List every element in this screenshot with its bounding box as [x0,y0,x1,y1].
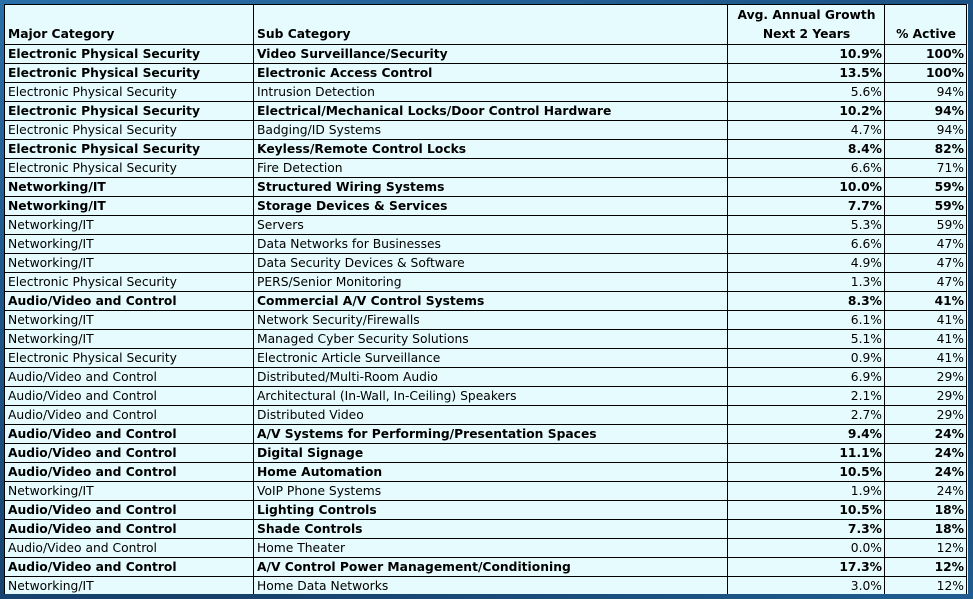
avg-growth-cell: 1.9% [728,482,885,501]
percent-active-cell: 24% [885,463,967,482]
table-row [5,368,967,387]
major-category-cell: Audio/Video and Control [5,558,254,577]
major-category-cell: Audio/Video and Control [5,539,254,558]
avg-growth-cell: 3.0% [728,577,885,595]
sub-category-cell: Electrical/Mechanical Locks/Door Control Hardware [254,102,728,121]
header-avg-growth-line2: Next 2 Years [762,27,851,41]
table-row [5,425,967,444]
sub-category-cell: Distributed Video [254,406,728,425]
sub-category-cell: Lighting Controls [254,501,728,520]
avg-growth-cell: 1.3% [728,273,885,292]
sub-category-cell: Network Security/Firewalls [254,311,728,330]
header-sub-category: Sub Category [254,5,728,45]
table-row [5,45,967,64]
table-row [5,216,967,235]
sub-category-cell: Storage Devices & Services [254,197,728,216]
table-row [5,482,967,501]
sub-category-cell: Commercial A/V Control Systems [254,292,728,311]
sub-category-cell: Data Networks for Businesses [254,235,728,254]
percent-active-cell: 100% [885,45,967,64]
avg-growth-cell: 17.3% [728,558,885,577]
percent-active-cell: 24% [885,482,967,501]
table-row [5,83,967,102]
percent-active-cell: 24% [885,425,967,444]
table-row [5,311,967,330]
table-row [5,330,967,349]
percent-active-cell: 29% [885,368,967,387]
avg-growth-cell: 10.2% [728,102,885,121]
percent-active-cell: 47% [885,273,967,292]
table-row [5,463,967,482]
table-frame [4,4,968,594]
sub-category-cell: Shade Controls [254,520,728,539]
sub-category-cell: Data Security Devices & Software [254,254,728,273]
sub-category-cell: VoIP Phone Systems [254,482,728,501]
table-row [5,273,967,292]
table-row [5,406,967,425]
table-row [5,159,967,178]
percent-active-cell: 94% [885,102,967,121]
sub-category-cell: Fire Detection [254,159,728,178]
major-category-cell: Networking/IT [5,235,254,254]
table-row [5,197,967,216]
header-avg-growth [728,5,885,45]
header-percent-active: % Active [885,5,967,45]
avg-growth-cell: 4.9% [728,254,885,273]
major-category-cell: Audio/Video and Control [5,292,254,311]
major-category-cell: Audio/Video and Control [5,520,254,539]
major-category-cell: Networking/IT [5,577,254,595]
percent-active-cell: 29% [885,406,967,425]
percent-active-cell: 82% [885,140,967,159]
sub-category-cell: Electronic Access Control [254,64,728,83]
header-row [5,5,967,45]
table-body [5,45,967,595]
sub-category-cell: Servers [254,216,728,235]
sub-category-cell: Video Surveillance/Security [254,45,728,64]
avg-growth-cell: 6.6% [728,159,885,178]
percent-active-cell: 29% [885,387,967,406]
avg-growth-cell: 5.6% [728,83,885,102]
sub-category-cell: Keyless/Remote Control Locks [254,140,728,159]
avg-growth-cell: 9.4% [728,425,885,444]
sub-category-cell: PERS/Senior Monitoring [254,273,728,292]
sub-category-cell: Home Automation [254,463,728,482]
table-row [5,444,967,463]
table-row [5,178,967,197]
avg-growth-cell: 6.1% [728,311,885,330]
major-category-cell: Audio/Video and Control [5,406,254,425]
table-row [5,558,967,577]
major-category-cell: Networking/IT [5,197,254,216]
table-row [5,292,967,311]
major-category-cell: Audio/Video and Control [5,463,254,482]
table-row [5,140,967,159]
sub-category-cell: Home Theater [254,539,728,558]
major-category-cell: Audio/Video and Control [5,444,254,463]
avg-growth-cell: 0.0% [728,539,885,558]
percent-active-cell: 12% [885,539,967,558]
percent-active-cell: 47% [885,254,967,273]
table-row [5,577,967,595]
avg-growth-cell: 10.0% [728,178,885,197]
avg-growth-cell: 10.5% [728,501,885,520]
avg-growth-cell: 6.9% [728,368,885,387]
sub-category-cell: Home Data Networks [254,577,728,595]
percent-active-cell: 47% [885,235,967,254]
major-category-cell: Audio/Video and Control [5,425,254,444]
table-row [5,64,967,83]
sub-category-cell: Electronic Article Surveillance [254,349,728,368]
sub-category-cell: Architectural (In-Wall, In-Ceiling) Speakers [254,387,728,406]
data-table [4,4,967,594]
avg-growth-cell: 10.9% [728,45,885,64]
major-category-cell: Electronic Physical Security [5,273,254,292]
percent-active-cell: 12% [885,577,967,595]
sub-category-cell: Managed Cyber Security Solutions [254,330,728,349]
percent-active-cell: 41% [885,349,967,368]
major-category-cell: Electronic Physical Security [5,349,254,368]
percent-active-cell: 94% [885,121,967,140]
table-row [5,387,967,406]
percent-active-cell: 59% [885,178,967,197]
sub-category-cell: Badging/ID Systems [254,121,728,140]
sub-category-cell: Digital Signage [254,444,728,463]
percent-active-cell: 100% [885,64,967,83]
percent-active-cell: 41% [885,292,967,311]
major-category-cell: Electronic Physical Security [5,140,254,159]
percent-active-cell: 59% [885,216,967,235]
table-row [5,121,967,140]
avg-growth-cell: 10.5% [728,463,885,482]
sub-category-cell: Distributed/Multi-Room Audio [254,368,728,387]
avg-growth-cell: 2.7% [728,406,885,425]
percent-active-cell: 59% [885,197,967,216]
major-category-cell: Audio/Video and Control [5,501,254,520]
avg-growth-cell: 7.7% [728,197,885,216]
percent-active-cell: 18% [885,501,967,520]
major-category-cell: Audio/Video and Control [5,387,254,406]
percent-active-cell: 41% [885,330,967,349]
avg-growth-cell: 5.1% [728,330,885,349]
percent-active-cell: 94% [885,83,967,102]
avg-growth-cell: 8.3% [728,292,885,311]
major-category-cell: Networking/IT [5,482,254,501]
table-row [5,235,967,254]
avg-growth-cell: 8.4% [728,140,885,159]
percent-active-cell: 71% [885,159,967,178]
sub-category-cell: Structured Wiring Systems [254,178,728,197]
percent-active-cell: 18% [885,520,967,539]
table-row [5,254,967,273]
avg-growth-cell: 7.3% [728,520,885,539]
major-category-cell: Networking/IT [5,178,254,197]
major-category-cell: Electronic Physical Security [5,102,254,121]
table-row [5,501,967,520]
major-category-cell: Electronic Physical Security [5,83,254,102]
table-row [5,102,967,121]
avg-growth-cell: 5.3% [728,216,885,235]
avg-growth-cell: 6.6% [728,235,885,254]
major-category-cell: Audio/Video and Control [5,368,254,387]
major-category-cell: Networking/IT [5,254,254,273]
table-row [5,520,967,539]
table-row [5,539,967,558]
major-category-cell: Networking/IT [5,330,254,349]
major-category-cell: Networking/IT [5,216,254,235]
major-category-cell: Networking/IT [5,311,254,330]
sub-category-cell: A/V Control Power Management/Conditioning [254,558,728,577]
major-category-cell: Electronic Physical Security [5,121,254,140]
table-row [5,349,967,368]
percent-active-cell: 41% [885,311,967,330]
avg-growth-cell: 2.1% [728,387,885,406]
major-category-cell: Electronic Physical Security [5,64,254,83]
header-avg-growth-line1: Avg. Annual Growth [737,8,876,22]
major-category-cell: Electronic Physical Security [5,159,254,178]
avg-growth-cell: 13.5% [728,64,885,83]
avg-growth-cell: 4.7% [728,121,885,140]
avg-growth-cell: 11.1% [728,444,885,463]
avg-growth-cell: 0.9% [728,349,885,368]
major-category-cell: Electronic Physical Security [5,45,254,64]
header-major-category: Major Category [5,5,254,45]
sub-category-cell: A/V Systems for Performing/Presentation Spaces [254,425,728,444]
percent-active-cell: 24% [885,444,967,463]
sub-category-cell: Intrusion Detection [254,83,728,102]
percent-active-cell: 12% [885,558,967,577]
